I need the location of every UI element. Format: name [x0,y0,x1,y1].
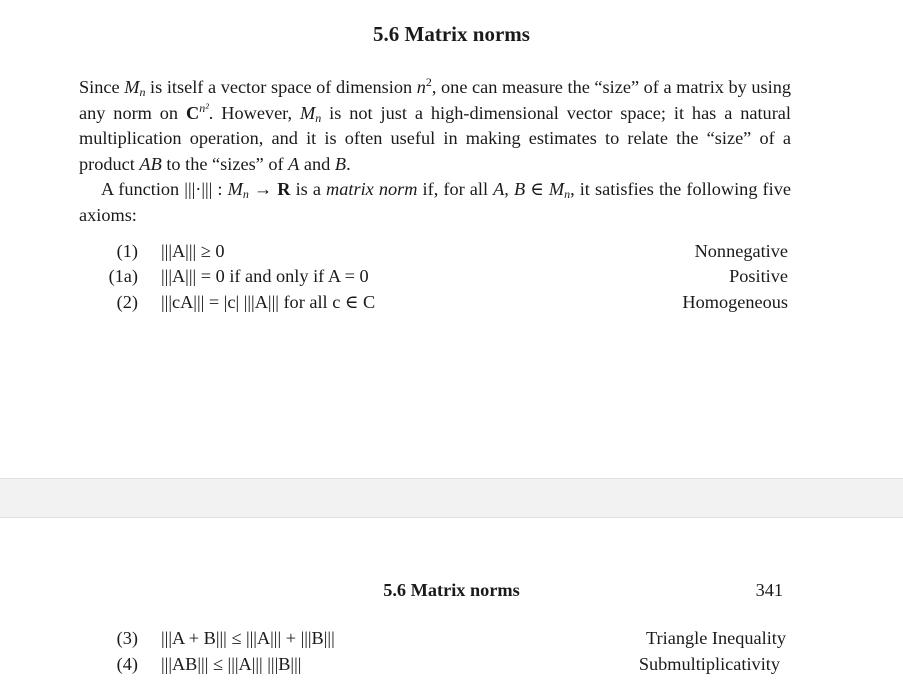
axiom-row [0,654,903,679]
page-gap [0,478,903,518]
axiom-row [0,628,903,653]
paragraph-definition: A function |||·||| : $M_n \to R$ is a matrix norm if, for all A, B ∈ $M_n$, it satisfies the following five axioms: [79,179,791,225]
axiom-row [0,292,903,317]
axiom-number: (2) [116,292,138,312]
axiom-formula: |||cA||| = |c| |||A||| for all c ∈ C [161,292,376,312]
running-head: 5.6 Matrix norms [383,580,520,600]
axiom-property: Nonnegative [694,241,788,261]
axiom-property: Submultiplicativity [638,654,780,674]
axiom-property: Positive [729,266,788,286]
axiom-row [0,266,903,291]
section-title: 5.6 Matrix norms [373,22,530,46]
axiom-number: (1) [116,241,138,261]
axiom-formula: |||AB||| ≤ |||A||| |||B||| [161,654,302,674]
axiom-formula: |||A||| = 0 if and only if A = 0 [161,266,369,286]
axiom-number: (1a) [108,266,138,286]
paragraph-intro: Since $M_n$ is itself a vector space of dimension $n^2$, one can measure the “size” of a matrix by using any norm on $C^{n^2}$. However, $M_n$ is not just a high-dimensional vector space; it has a natural multiplication operation, and it is often useful in making estimates to relate the “size” of a product AB to the “sizes” of A and B. [79,75,791,174]
axiom-formula: |||A||| ≥ 0 [161,241,225,261]
axiom-row [0,241,903,266]
axiom-property: Homogeneous [682,292,788,312]
page-bottom [0,518,903,693]
axiom-number: (3) [116,628,138,648]
axiom-property: Triangle Inequality [646,628,786,648]
page-number: 341 [755,580,783,600]
axiom-number: (4) [116,654,138,674]
axiom-formula: |||A + B||| ≤ |||A||| + |||B||| [161,628,335,648]
